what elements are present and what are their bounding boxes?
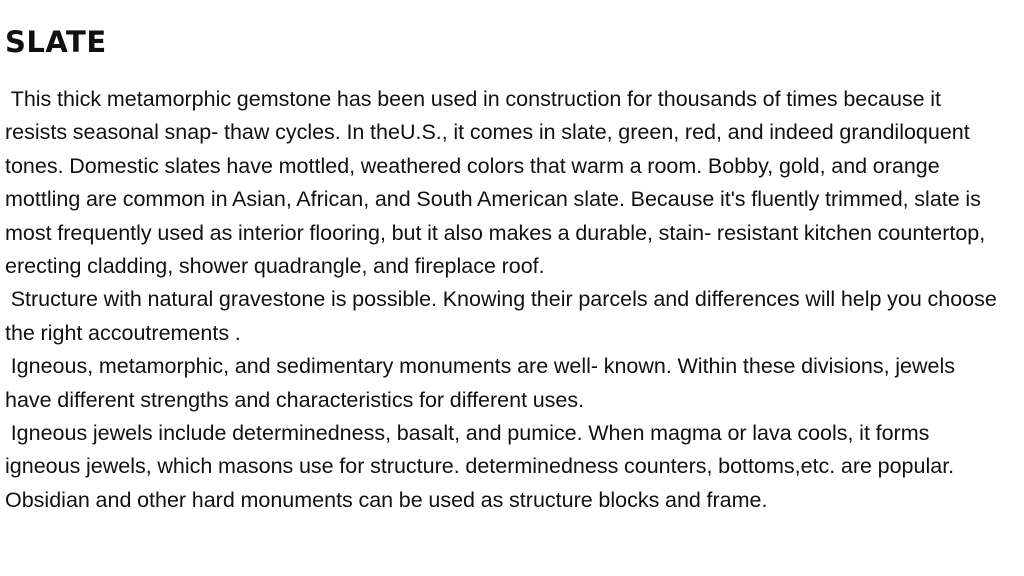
article-title: SLATE [5, 25, 107, 59]
article-paragraph-1: This thick metamorphic gemstone has been used in construction for thousands of times because it resists seasonal snap- thaw cycles. In theU.S., it comes in slate, green, red, and indeed grandiloquent tones. Domestic slates have mottled, weathered colors that warm a room. Bobby, gold, and orange mottling are common in Asian, African, and South American slate. Because it's fluently trimmed, slate is most frequently used as interior flooring, but it also makes a durable, stain- resistant kitchen countertop, erecting cladding, shower quadrangle, and fireplace roof. [5, 87, 991, 279]
article-paragraph-4: Igneous jewels include determinedness, basalt, and pumice. When magma or lava cools, it forms igneous jewels, which masons use for structure. determinedness counters, bottoms,etc. are popular. Obsidian and other hard monuments can be used as structure blocks and frame. [5, 421, 960, 512]
article-paragraph-2: Structure with natural gravestone is possible. Knowing their parcels and differences will help you choose the right accoutrements . [5, 287, 1003, 345]
article-paragraph-3: Igneous, metamorphic, and sedimentary monuments are well- known. Within these divisions, jewels have different strengths and characteristics for different uses. [5, 354, 961, 412]
article-body [5, 83, 1004, 517]
